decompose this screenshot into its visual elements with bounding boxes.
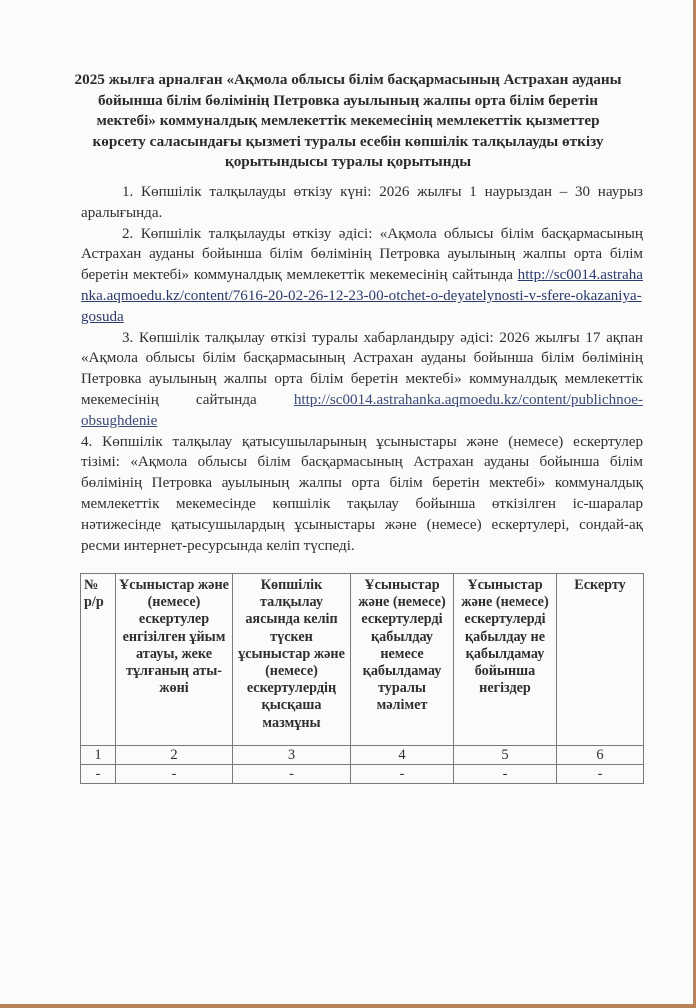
item-2-link[interactable]: http://sc0014.astrahanka.aqmoedu.kz/content/7616-20-02-26-12-23-00-otchet-o-deyatelynosti-v-sfere-okazaniya-gosuda xyxy=(81,267,644,325)
col-header-decision: Ұсыныстар және (немесе) ескертулерді қабылдау немесе қабылдамау туралы мәлімет xyxy=(351,574,454,746)
table-cell: 2 xyxy=(116,746,233,765)
table-cell: - xyxy=(116,765,233,784)
table-row xyxy=(81,746,644,765)
document-title: 2025 жылға арналған «Ақмола облысы білім басқармасының Астрахан ауданы бойынша білім бөлімінің Петровка ауылының жалпы орта білім беретін мектебі» коммуналдық мемлекеттік мекемесінің мемлекеттік қызметтер көрсету саласындағы қызметі туралы есебін көпшілік талқылауды өткізу қорытындысы туралы қорытынды xyxy=(74,71,622,171)
item-3 xyxy=(81,328,643,432)
item-2 xyxy=(81,224,643,328)
proposals-table xyxy=(80,573,644,784)
col-header-grounds: Ұсыныстар және (немесе) ескертулерді қабылдау не қабылдамау бойынша негіздер xyxy=(454,574,557,746)
item-2-text: 2. Көпшілік талқылауды өткізу әдісі: «Ақмола облысы білім басқармасының Астрахан ауданы бойынша білім бөлімінің Петровка ауылының жалпы орта білім беретін мектебі» коммуналдық мемлекеттік мекемесінің сайтында xyxy=(81,225,643,284)
table-cell: - xyxy=(454,765,557,784)
item-3-text: 3. Көпшілік талқылау өткізі туралы хабарландыру әдісі: 2026 жылғы 17 ақпан «Ақмола облысы білім басқармасының Астрахан ауданы бойынша білім бөлімінің Петровка ауылының жалпы орта білім беретін мектебі» коммуналдық мемлекеттік мекемесінің сайтында xyxy=(81,329,643,408)
table-cell: 4 xyxy=(351,746,454,765)
col-header-note: Ескерту xyxy=(557,574,644,746)
table-row xyxy=(81,765,644,784)
col-header-summary: Көпшілік талқылау аясында келіп түскен ұсыныстар және (немесе) ескертулердің қысқаша мазмұны xyxy=(233,574,351,746)
table-cell: 6 xyxy=(557,746,644,765)
document-body xyxy=(81,182,643,556)
item-1: 1. Көпшілік талқылауды өткізу күні: 2026 жылғы 1 наурыздан – 30 наурыз аралығында. xyxy=(81,184,643,221)
table-header-row xyxy=(81,574,644,746)
table-cell: - xyxy=(351,765,454,784)
item-4: 4. Көпшілік талқылау қатысушыларының ұсыныстары және (немесе) ескертулер тізімі: «Ақмола облысы білім басқармасының Астрахан ауданы бойынша білім бөлімінің Петровка ауылының жалпы орта білім беретін мектебі» коммуналдық мемлекеттік мекемесінде көпшілік тақылау бойынша өткізілген іс-шаралар нәтижесінде қатысушылардың ұсыныстары және (немесе) ескертулері, сондай-ақ ресми интернет-ресурсында келіп түспеді. xyxy=(81,433,643,554)
table-cell: - xyxy=(557,765,644,784)
table-cell: 5 xyxy=(454,746,557,765)
table-cell: - xyxy=(81,765,116,784)
col-header-organization: Ұсыныстар және (немесе) ескертулер енгізілген ұйым атауы, жеке тұлғаның аты-жөні xyxy=(116,574,233,746)
col-header-number: № р/р xyxy=(81,574,116,746)
item-3-link[interactable]: http://sc0014.astrahanka.aqmoedu.kz/content/publichnoe-obsughdenie xyxy=(81,391,643,429)
table-cell: - xyxy=(233,765,351,784)
table-cell: 1 xyxy=(81,746,116,765)
table-cell: 3 xyxy=(233,746,351,765)
